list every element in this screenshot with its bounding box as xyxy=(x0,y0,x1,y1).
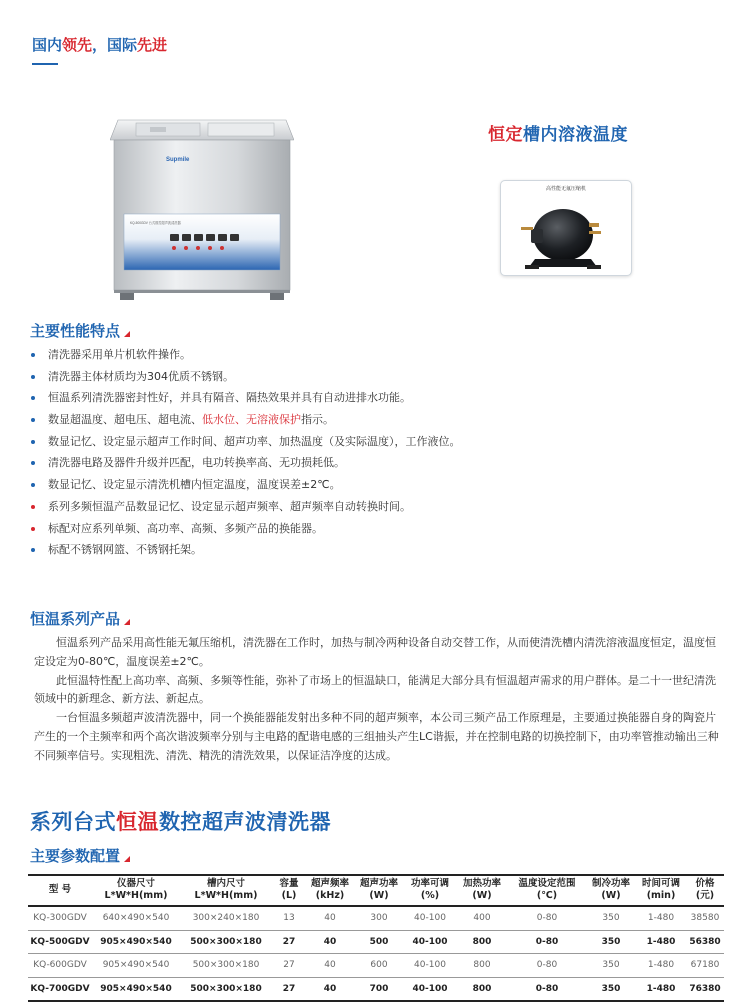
table-cell: 0-80 xyxy=(535,936,559,947)
table-cell: 67180 xyxy=(690,960,720,971)
table-cell: 27 xyxy=(282,983,296,994)
table-cell: 40-100 xyxy=(412,983,448,994)
compressor-image xyxy=(500,180,632,276)
product-series-title: 系列台式恒温数控超声波清洗器 xyxy=(30,810,331,834)
table-cell: 1-480 xyxy=(646,936,676,947)
table-cell: 40-100 xyxy=(414,913,446,924)
table-cell: 0-80 xyxy=(536,913,558,924)
series-title: 恒温系列产品 xyxy=(30,608,130,629)
bullet-icon xyxy=(31,505,35,509)
table-cell: KQ-700GDV xyxy=(30,983,90,994)
column-header: 容量 (L) xyxy=(279,878,299,901)
slogan-underline xyxy=(32,63,58,65)
table-cell: 350 xyxy=(601,983,621,994)
column-header: 仪器尺寸 L*W*H(mm) xyxy=(104,878,168,901)
table-cell: 40 xyxy=(324,960,336,971)
table-cell: 300 xyxy=(370,913,388,924)
column-header: 加热功率 (W) xyxy=(462,878,501,901)
table-cell: 40-100 xyxy=(414,960,446,971)
list-item: 恒温系列清洗器密封性好，并具有隔音、隔热效果并具有自动进排水功能。 xyxy=(28,387,461,409)
list-item: 系列多频恒温产品数显记忆、设定显示超声频率、超声频率自动转换时间。 xyxy=(28,496,461,518)
table-cell: 1-480 xyxy=(647,913,675,924)
table-cell: 300×240×180 xyxy=(192,913,260,924)
compressor-label: 高性能无氟压缩机 xyxy=(545,186,586,192)
bullet-icon xyxy=(31,461,35,465)
table-cell: 905×490×540 xyxy=(100,983,172,994)
bullet-icon xyxy=(31,418,35,422)
table-row xyxy=(28,977,724,1001)
table-cell: 13 xyxy=(283,913,295,924)
table-cell: 40-100 xyxy=(412,936,448,947)
table-cell: 350 xyxy=(601,936,621,947)
table-cell: KQ-500GDV xyxy=(30,936,90,947)
table-row xyxy=(28,906,724,930)
features-list xyxy=(28,344,461,561)
table-cell: 56380 xyxy=(689,936,721,947)
list-item: 数显超温度、超电压、超电流、低水位、无溶液保护指示。 xyxy=(28,409,461,431)
bullet-icon xyxy=(31,527,35,531)
table-cell: 0-80 xyxy=(536,960,558,971)
feature-title: 恒定槽内溶液温度 xyxy=(488,125,628,145)
paragraph: 一台恒温多频超声波清洗器中，同一个换能器能发射出多种不同的超声频率，本公司三频产品工作原理是，主要通过换能器自身的陶瓷片产生的一个主频率和两个高次谐波频率分别与主电路的配谐电感的三组抽头产生LC谐振，并在控制电路的切换控制下，由功率管推动输出三种不同频率信号。实现粗洗、清洗、精洗的清洗效果，以保证洁净度的达成。 xyxy=(34,711,719,762)
list-item: 清洗器电路及器件升级并匹配，电功转换率高、无功损耗低。 xyxy=(28,452,461,474)
params-table xyxy=(28,874,724,1002)
table-cell: 500 xyxy=(369,936,389,947)
table-cell: 800 xyxy=(472,936,492,947)
bullet-icon xyxy=(31,353,35,357)
paragraph: 恒温系列产品采用高性能无氟压缩机，清洗器在工作时，加热与制冷两种设备自动交替工作，从而使清洗槽内清洗溶液温度恒定，温度恒定设定为0-80℃，温度误差±2℃。 xyxy=(34,636,716,668)
list-item: 标配对应系列单频、高功率、高频、多频产品的换能器。 xyxy=(28,518,461,540)
bullet-icon xyxy=(31,483,35,487)
bullet-icon xyxy=(31,548,35,552)
table-cell: 600 xyxy=(370,960,388,971)
table-cell: 27 xyxy=(283,960,295,971)
column-header: 槽内尺寸 L*W*H(mm) xyxy=(194,878,258,901)
corner-marker-icon xyxy=(124,331,130,337)
column-header: 功率可调 (%) xyxy=(410,878,449,901)
paragraph: 此恒温特性配上高功率、高频、多频等性能，弥补了市场上的恒温缺口，能满足大部分具有恒温超声需求的用户群体。是二十一世纪清洗领域中的新理念、新方法、新起点。 xyxy=(34,673,716,706)
list-item: 清洗器主体材质均为304优质不锈钢。 xyxy=(28,366,461,388)
table-cell: 700 xyxy=(369,983,389,994)
table-cell: 500×300×180 xyxy=(192,960,260,971)
table-cell: 350 xyxy=(602,913,620,924)
column-header: 制冷功率 (W) xyxy=(591,878,630,901)
column-header: 超声功率 (W) xyxy=(359,878,398,901)
corner-marker-icon xyxy=(124,856,130,862)
table-cell: 40 xyxy=(323,983,337,994)
table-cell: 800 xyxy=(473,960,491,971)
table-cell: KQ-600GDV xyxy=(33,960,87,971)
table-cell: 905×490×540 xyxy=(100,936,172,947)
column-header: 时间可调 (min) xyxy=(641,878,680,901)
column-header: 超声频率 (kHz) xyxy=(310,878,349,901)
table-cell: 400 xyxy=(473,913,491,924)
table-cell: 40 xyxy=(324,913,336,924)
table-cell: 40 xyxy=(323,936,337,947)
series-description xyxy=(34,634,722,766)
list-item: 标配不锈钢网篮、不锈钢托架。 xyxy=(28,539,461,561)
bullet-icon xyxy=(31,440,35,444)
list-item: 数显记忆、设定显示清洗机槽内恒定温度，温度误差±2℃。 xyxy=(28,474,461,496)
table-cell: 1-480 xyxy=(647,960,675,971)
column-header: 价格 (元) xyxy=(695,878,715,901)
table-cell: 500×300×180 xyxy=(190,983,262,994)
table-row xyxy=(28,954,724,978)
corner-marker-icon xyxy=(124,619,130,625)
table-cell: 640×490×540 xyxy=(102,913,170,924)
table-cell: 500×300×180 xyxy=(190,936,262,947)
bullet-icon xyxy=(31,396,35,400)
table-cell: KQ-300GDV xyxy=(33,913,87,924)
table-cell: 1-480 xyxy=(646,983,676,994)
table-cell: 38580 xyxy=(690,913,720,924)
table-cell: 350 xyxy=(602,960,620,971)
params-title: 主要参数配置 xyxy=(30,845,130,866)
table-cell: 800 xyxy=(472,983,492,994)
column-header: 型 号 xyxy=(48,884,72,895)
table-row xyxy=(28,930,724,954)
table-cell: 27 xyxy=(282,936,296,947)
svg-text:KQ-500GDV 台式数控超声波清洗器: KQ-500GDV 台式数控超声波清洗器 xyxy=(130,221,181,225)
table-cell: 0-80 xyxy=(535,983,559,994)
header-slogan: 国内领先，国际先进 xyxy=(32,36,168,54)
table-cell: 76380 xyxy=(689,983,721,994)
table-header-row xyxy=(28,875,724,906)
table-cell: 905×490×540 xyxy=(102,960,170,971)
list-item: 数显记忆、设定显示超声工作时间、超声功率、加热温度（及实际温度），工作液位。 xyxy=(28,431,461,453)
features-title: 主要性能特点 xyxy=(30,320,130,341)
bullet-icon xyxy=(31,375,35,379)
highlight-text: 低水位、无溶液保护 xyxy=(202,413,301,427)
column-header: 温度设定范围 (℃) xyxy=(518,878,576,901)
ultrasonic-cleaner-image xyxy=(110,118,294,308)
svg-text:Supmile: Supmile xyxy=(166,157,190,163)
list-item: 清洗器采用单片机软件操作。 xyxy=(28,344,461,366)
